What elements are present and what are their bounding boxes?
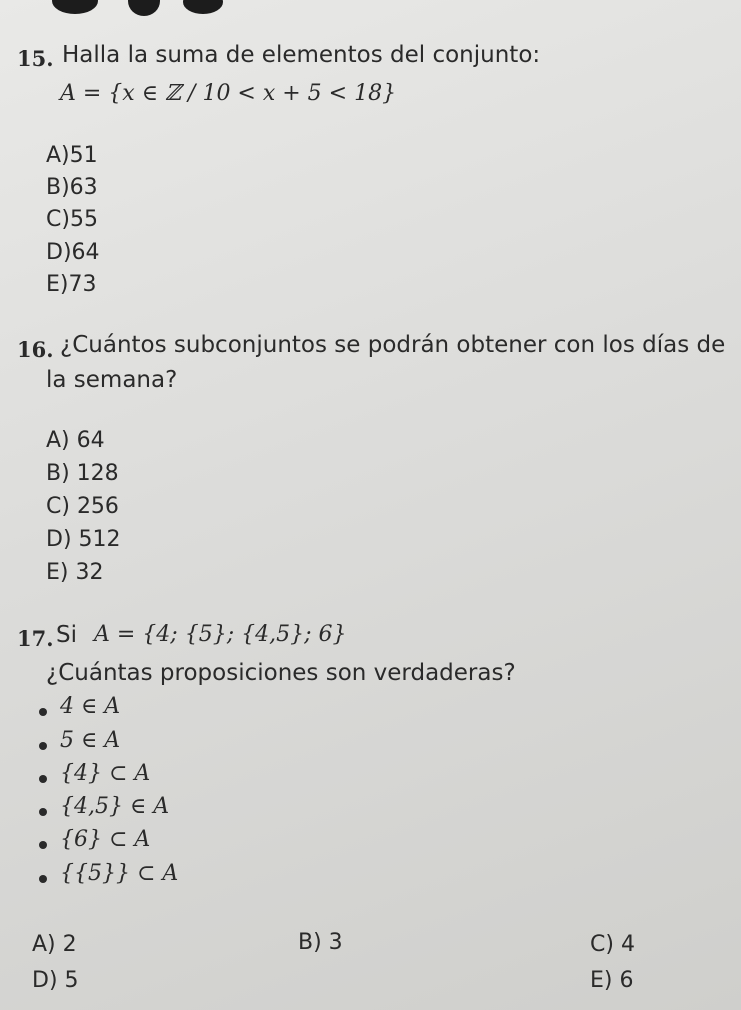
proposition-item: {4,5} ∈ A xyxy=(60,794,170,819)
q15-option-b: B)63 xyxy=(46,175,98,200)
q17-option-a: A) 2 xyxy=(32,932,77,957)
top-dark-shape-center xyxy=(128,0,160,16)
q15-option-c: C)55 xyxy=(46,207,98,232)
proposition-item: {6} ⊂ A xyxy=(60,827,151,852)
q17-option-e: E) 6 xyxy=(590,968,634,993)
question-16-text-line2: la semana? xyxy=(46,367,178,393)
q17-option-c: C) 4 xyxy=(590,932,635,957)
question-16-number: 16. xyxy=(17,337,54,362)
proposition-item: 5 ∈ A xyxy=(60,728,121,753)
bullet-icon xyxy=(39,708,47,716)
question-15-text: Halla la suma de elementos del conjunto: xyxy=(62,42,541,68)
q16-option-c: C) 256 xyxy=(46,494,119,519)
top-dark-shape-left xyxy=(52,0,98,14)
q15-option-e: E)73 xyxy=(46,272,97,297)
question-15-number: 15. xyxy=(17,46,54,71)
proposition-item: {{5}} ⊂ A xyxy=(60,861,179,886)
question-17-number: 17. xyxy=(17,626,54,651)
bullet-icon xyxy=(39,775,47,783)
q16-option-d: D) 512 xyxy=(46,527,121,552)
question-17-question: ¿Cuántas proposiciones son verdaderas? xyxy=(46,660,516,686)
top-dark-shape-right xyxy=(183,0,223,14)
bullet-icon xyxy=(39,742,47,750)
q16-option-b: B) 128 xyxy=(46,461,119,486)
bullet-icon xyxy=(39,841,47,849)
question-15-set-expression: A = {x ∈ ℤ / 10 < x + 5 < 18} xyxy=(60,81,397,106)
question-17-si: Si xyxy=(56,622,77,648)
bullet-icon xyxy=(39,875,47,883)
proposition-item: {4} ⊂ A xyxy=(60,761,151,786)
q17-option-b: B) 3 xyxy=(298,930,343,955)
question-16-text-line1: ¿Cuántos subconjuntos se podrán obtener con los días de xyxy=(60,332,726,358)
q17-option-d: D) 5 xyxy=(32,968,79,993)
q15-option-d: D)64 xyxy=(46,240,100,265)
q16-option-a: A) 64 xyxy=(46,428,105,453)
question-17-set-expression: A = {4; {5}; {4,5}; 6} xyxy=(94,622,347,647)
proposition-item: 4 ∈ A xyxy=(60,694,121,719)
q15-option-a: A)51 xyxy=(46,143,98,168)
q16-option-e: E) 32 xyxy=(46,560,104,585)
bullet-icon xyxy=(39,808,47,816)
